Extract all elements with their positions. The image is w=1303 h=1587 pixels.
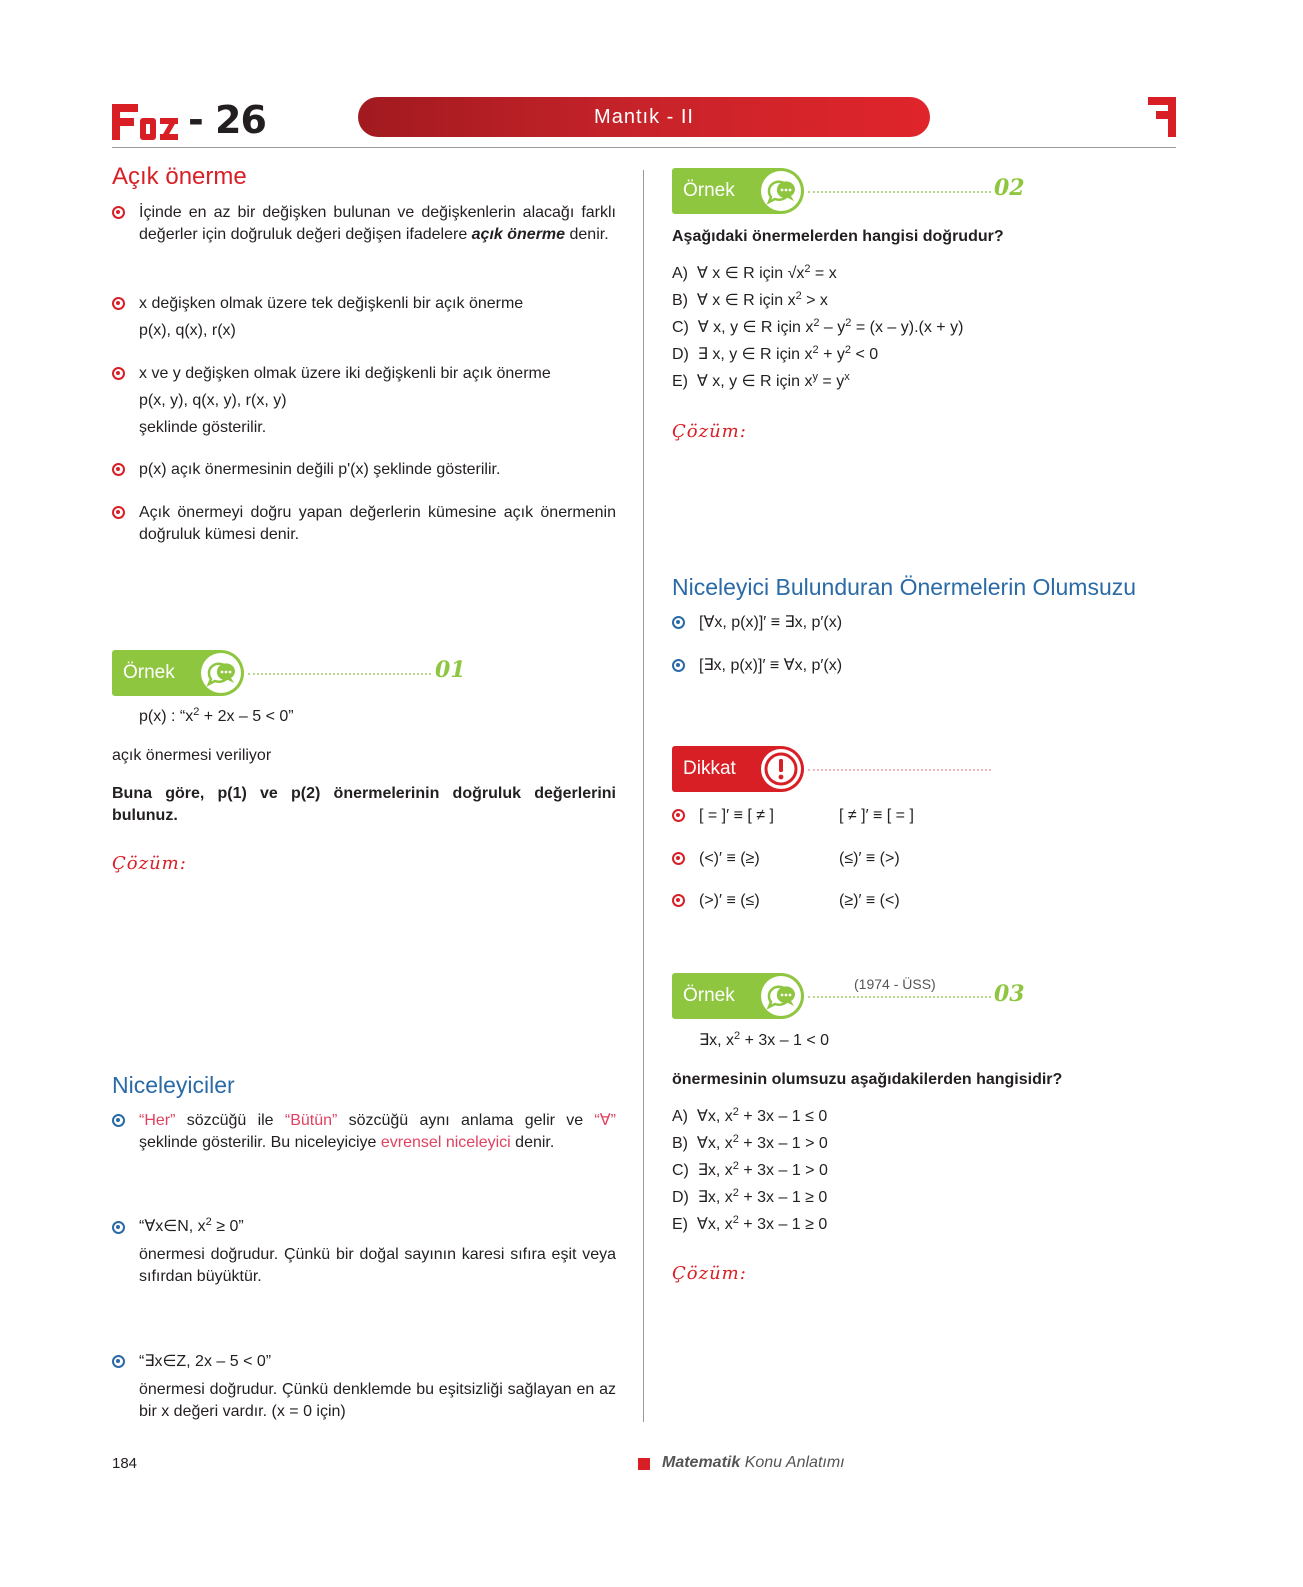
option-d xyxy=(672,344,878,366)
option-text: ∀x, x xyxy=(696,1216,733,1233)
text-span: sözcüğü ile xyxy=(175,1112,285,1129)
option-exponent: 2 xyxy=(795,290,802,302)
option-exponent: y xyxy=(812,371,818,383)
text-span: şeklinde gösterilir. Bu niceleyiciye xyxy=(139,1134,381,1151)
truth-set-text: Açık önermeyi doğru yapan değerlerin kümesine açık önermenin doğruluk kümesi denir. xyxy=(139,504,616,543)
keyword-evrensel-niceleyici: evrensel niceleyici xyxy=(380,1134,511,1151)
text-span: denir. xyxy=(510,1134,555,1151)
formula-text: + 3x – 1 < 0 xyxy=(740,1032,830,1049)
option-letter: D) xyxy=(672,346,689,363)
dikkat-badge-label: Dikkat xyxy=(683,758,736,779)
example1-formula xyxy=(139,706,294,728)
dikkat-rule: (>)′ ≡ (≤) xyxy=(699,892,760,909)
exclamation-icon xyxy=(761,749,801,789)
option-letter: C) xyxy=(672,1162,689,1179)
option-text: ∃x, x xyxy=(697,1189,733,1206)
option-exponent: x xyxy=(844,371,850,383)
option-letter: A) xyxy=(672,265,688,282)
definition-emphasis: açık önerme xyxy=(471,226,566,243)
universal-quantifier-text xyxy=(139,1110,616,1154)
option-letter: C) xyxy=(672,319,689,336)
example-badge-label: Örnek xyxy=(683,985,735,1006)
example-number-01: 01 xyxy=(435,657,466,683)
column-divider xyxy=(643,170,644,1422)
dikkat-rule: (≥)′ ≡ (<) xyxy=(839,892,900,909)
example-dotted-line xyxy=(808,996,991,998)
option-text: ∃x, x xyxy=(697,1162,733,1179)
dikkat-rule: [ = ]′ ≡ [ ≠ ] xyxy=(699,807,774,824)
example2-question: Aşağıdaki önermelerden hangisi doğrudur? xyxy=(672,228,1004,245)
target-bullet-icon xyxy=(672,894,685,907)
option-text: > x xyxy=(801,292,828,309)
option-text: ∀ x ∈ R için √x xyxy=(696,265,805,282)
option-text: = x xyxy=(810,265,837,282)
formula-text: ≥ 0” xyxy=(211,1218,244,1235)
exists-example-text: önermesi doğrudur. Çünkü denklemde bu eşitsizliği sağlayan en az bir x değeri vardır. (x = 0 için) xyxy=(139,1381,616,1420)
option-d xyxy=(672,1187,827,1209)
option-letter: D) xyxy=(672,1189,689,1206)
footer-brand-bold: Matematik xyxy=(662,1454,741,1471)
option-text: = y xyxy=(817,373,845,390)
example3-source: (1974 - ÜSS) xyxy=(854,976,936,992)
example-dotted-line xyxy=(808,191,991,193)
target-bullet-icon xyxy=(672,659,685,672)
target-bullet-icon xyxy=(112,1355,125,1368)
footer-brand xyxy=(662,1454,845,1472)
single-variable-text: x değişken olmak üzere tek değişkenli bir açık önerme xyxy=(139,295,524,312)
option-text: + 3x – 1 > 0 xyxy=(738,1135,828,1152)
option-text: + y xyxy=(818,346,845,363)
example-dotted-line xyxy=(248,673,431,675)
option-exponent: 2 xyxy=(732,1214,739,1226)
option-exponent: 2 xyxy=(732,1133,739,1145)
option-exponent: 2 xyxy=(813,317,820,329)
formula-exponent: 2 xyxy=(734,1030,741,1042)
header-divider xyxy=(112,147,1176,148)
formula-text: + 2x – 5 < 0” xyxy=(199,708,294,725)
target-bullet-icon xyxy=(672,852,685,865)
target-bullet-icon xyxy=(672,809,685,822)
speech-bubble-icon xyxy=(761,171,801,211)
option-text: < 0 xyxy=(851,346,879,363)
option-exponent: 2 xyxy=(732,1187,739,1199)
example-number-03: 03 xyxy=(994,981,1025,1007)
keyword-forall: “∀” xyxy=(594,1112,617,1129)
formula-text: p(x) : “x xyxy=(139,708,194,725)
page-number: 184 xyxy=(112,1455,138,1472)
two-variable-notation: p(x, y), q(x, y), r(x, y) xyxy=(139,392,287,409)
option-letter: B) xyxy=(672,292,688,309)
example-number-02: 02 xyxy=(994,175,1025,201)
formula-text: ∃x, x xyxy=(699,1032,734,1049)
option-exponent: 2 xyxy=(844,344,851,356)
option-letter: E) xyxy=(672,1216,688,1233)
option-text: ∀ x, y ∈ R için x xyxy=(696,373,813,390)
solution-label: Çözüm: xyxy=(672,1263,747,1284)
example-badge-label: Örnek xyxy=(683,180,735,201)
speech-bubble-icon xyxy=(761,976,801,1016)
single-variable-notation: p(x), q(x), r(x) xyxy=(139,322,236,339)
negation-text: p(x) açık önermesinin değili p'(x) şeklinde gösterilir. xyxy=(139,461,501,478)
two-variable-shown: şeklinde gösterilir. xyxy=(139,419,267,436)
option-a xyxy=(672,1106,827,1128)
target-bullet-icon xyxy=(112,367,125,380)
example3-question: önermesinin olumsuzu aşağıdakilerden hangisidir? xyxy=(672,1071,1063,1088)
option-text: + 3x – 1 ≤ 0 xyxy=(738,1108,828,1125)
example1-question: Buna göre, p(1) ve p(2) önermelerinin doğruluk değerlerini bulunuz. xyxy=(112,785,616,824)
dikkat-rule: (≤)′ ≡ (>) xyxy=(839,850,900,867)
two-variable-text: x ve y değişken olmak üzere iki değişkenli bir açık önerme xyxy=(139,365,551,382)
option-text: ∀x, x xyxy=(696,1108,733,1125)
definition-end: denir. xyxy=(565,226,609,243)
corner-logo-icon xyxy=(1148,97,1176,137)
faz-logo-mark xyxy=(112,104,180,140)
option-text: ∀ x ∈ R için x xyxy=(696,292,796,309)
keyword-her: “Her” xyxy=(139,1112,176,1129)
option-exponent: 2 xyxy=(804,263,811,275)
definition-paragraph xyxy=(139,202,616,246)
option-text: ∀ x, y ∈ R için x xyxy=(697,319,814,336)
option-exponent: 2 xyxy=(845,317,852,329)
example-badge-01 xyxy=(112,650,244,696)
speech-bubble-icon xyxy=(201,653,241,693)
option-letter: A) xyxy=(672,1108,688,1125)
option-text: + 3x – 1 > 0 xyxy=(738,1162,828,1179)
option-b xyxy=(672,1133,828,1155)
footer-square-icon xyxy=(638,1458,650,1470)
keyword-butun: “Bütün” xyxy=(284,1112,338,1129)
section-title-negation: Niceleyici Bulunduran Önermelerin Olumsuzu xyxy=(672,574,1137,600)
option-exponent: 2 xyxy=(732,1160,739,1172)
dikkat-rule: (<)′ ≡ (≥) xyxy=(699,850,760,867)
example-badge-03 xyxy=(672,973,804,1019)
option-letter: E) xyxy=(672,373,688,390)
example3-formula xyxy=(699,1030,829,1052)
target-bullet-icon xyxy=(112,1114,125,1127)
dikkat-dotted-line xyxy=(808,769,991,771)
chapter-title: Mantık - II xyxy=(358,97,930,137)
option-b xyxy=(672,290,828,312)
negation-rule-forall: [∀x, p(x)]′ ≡ ∃x, p′(x) xyxy=(699,614,843,631)
option-text: + 3x – 1 ≥ 0 xyxy=(738,1216,828,1233)
option-e xyxy=(672,1214,827,1236)
text-span: sözcüğü aynı anlama gelir ve xyxy=(337,1112,595,1129)
negation-rule-exists: [∃x, p(x)]′ ≡ ∀x, p′(x) xyxy=(699,657,843,674)
option-text: ∃ x, y ∈ R için x xyxy=(697,346,813,363)
option-e xyxy=(672,371,850,393)
target-bullet-icon xyxy=(112,206,125,219)
target-bullet-icon xyxy=(112,506,125,519)
target-bullet-icon xyxy=(112,297,125,310)
footer-brand-rest: Konu Anlatımı xyxy=(740,1454,845,1471)
section-title-niceleyiciler: Niceleyiciler xyxy=(112,1072,235,1098)
option-c xyxy=(672,317,963,339)
option-text: ∀x, x xyxy=(696,1135,733,1152)
example1-given: açık önermesi veriliyor xyxy=(112,747,272,764)
formula-text: “∀x∈N, x xyxy=(139,1218,206,1235)
option-text: – y xyxy=(819,319,846,336)
faz-logo xyxy=(112,100,266,140)
option-c xyxy=(672,1160,828,1182)
section-title-acik-onerme: Açık önerme xyxy=(112,163,247,190)
exists-example-formula: “∃x∈Z, 2x – 5 < 0” xyxy=(139,1353,272,1370)
target-bullet-icon xyxy=(112,1221,125,1234)
formula-exponent: 2 xyxy=(205,1216,212,1228)
example-badge-02 xyxy=(672,168,804,214)
option-letter: B) xyxy=(672,1135,688,1152)
logo-number: - 26 xyxy=(188,98,266,142)
definition-text: İçinde en az bir değişken bulunan ve değişkenlerin alacağı farklı değerler için doğruluk değeri değişen ifadelere xyxy=(139,204,616,243)
target-bullet-icon xyxy=(112,463,125,476)
formula-exponent: 2 xyxy=(193,706,200,718)
option-text: = (x – y).(x + y) xyxy=(851,319,964,336)
option-exponent: 2 xyxy=(812,344,819,356)
option-exponent: 2 xyxy=(732,1106,739,1118)
target-bullet-icon xyxy=(672,616,685,629)
dikkat-rule: [ ≠ ]′ ≡ [ = ] xyxy=(839,807,914,824)
forall-example-formula xyxy=(139,1216,244,1238)
dikkat-badge xyxy=(672,746,804,792)
example-badge-label: Örnek xyxy=(123,662,175,683)
forall-example-text: önermesi doğrudur. Çünkü bir doğal sayının karesi sıfıra eşit veya sıfırdan büyüktür. xyxy=(139,1246,616,1285)
solution-label: Çözüm: xyxy=(112,853,187,874)
option-text: + 3x – 1 ≥ 0 xyxy=(738,1189,828,1206)
solution-label: Çözüm: xyxy=(672,421,747,442)
option-a xyxy=(672,263,837,285)
